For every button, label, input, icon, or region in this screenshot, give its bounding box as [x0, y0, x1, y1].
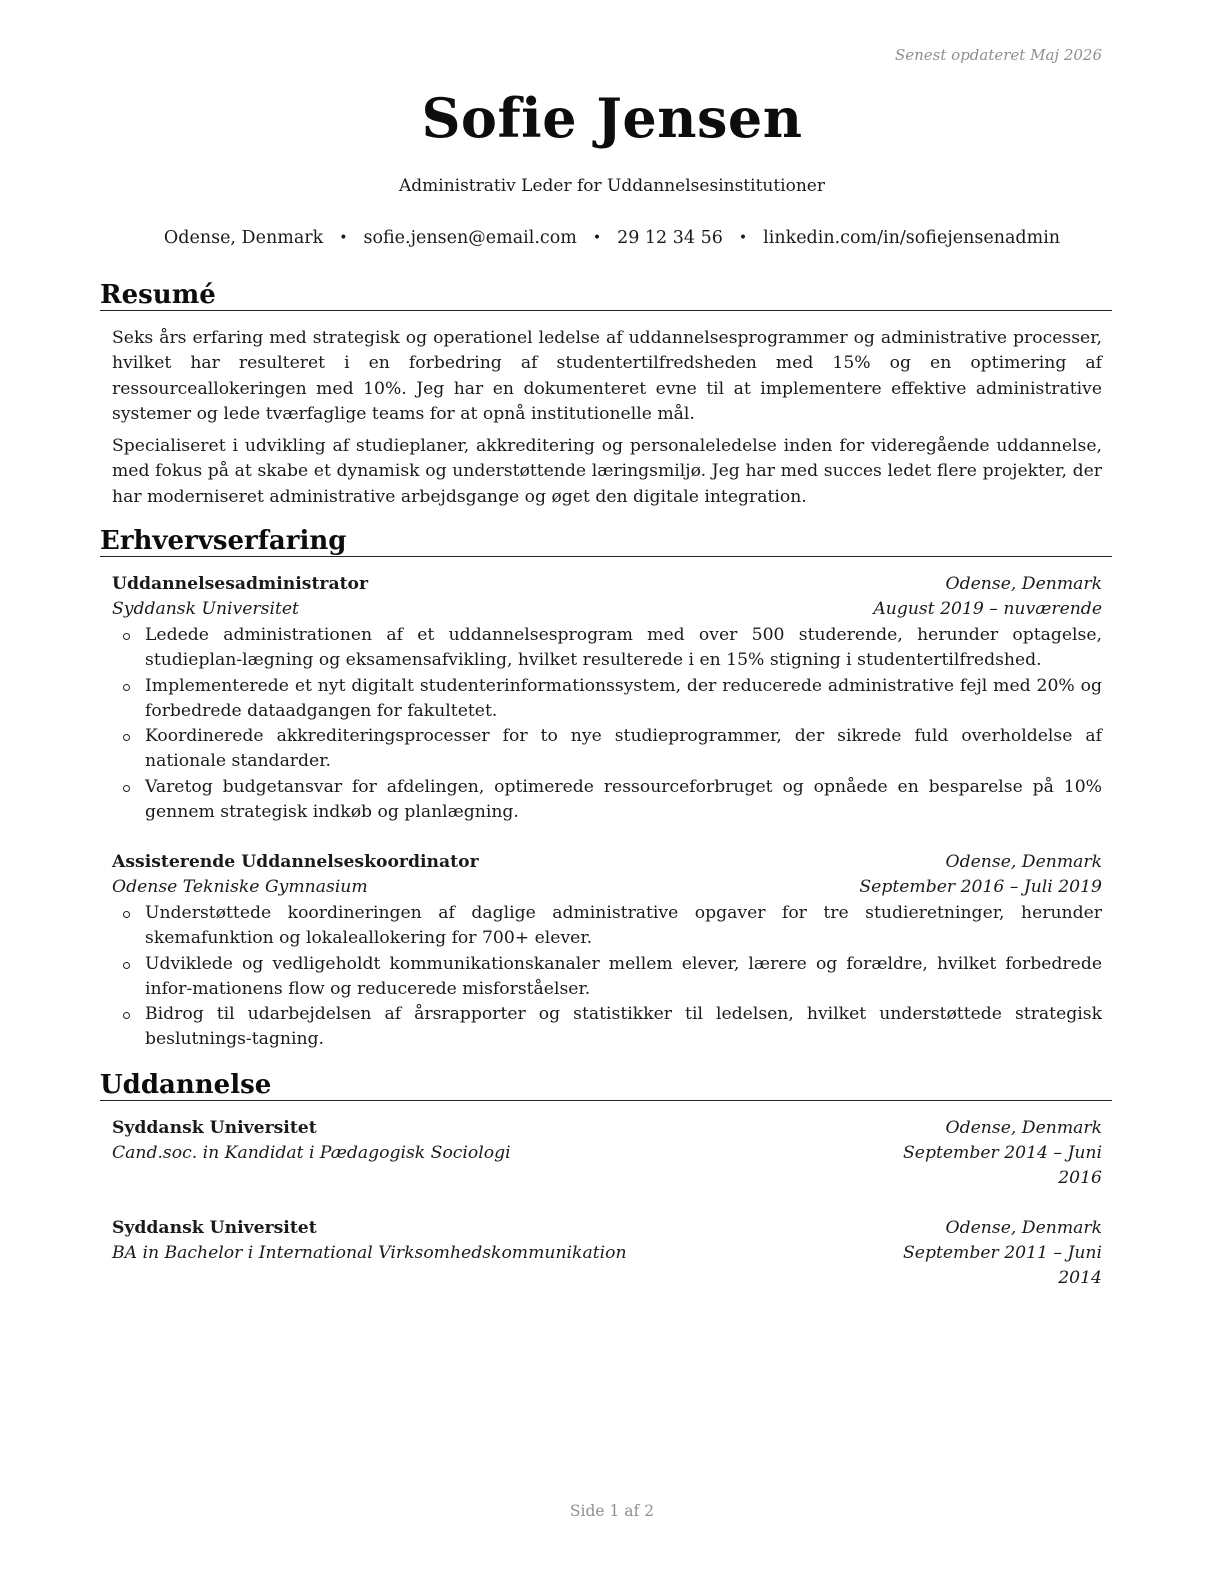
job-subheader [112, 597, 1102, 622]
education-dates: September 2014 – Juni 2016 [903, 1143, 1102, 1188]
bullet-text: Understøttede koordineringen af daglige administrative opgaver for tre studieretninger, herunder skemafunktion og lokaleallokering for 700+ elever. [145, 903, 1102, 949]
section-title-summary: Resumé [100, 280, 1112, 311]
bullet-separator: • [738, 230, 748, 246]
job-header [112, 572, 1102, 597]
bullet-icon [123, 962, 130, 969]
bullet-icon [123, 1012, 130, 1019]
summary-paragraph: Seks års erfaring med strategisk og operationel ledelse af uddannelsesprogrammer og administrative processer, hvilket har resulteret i en forbedring af studentertilfredsheden med 15% og en optimering af ressourceallokeringen med 10%. Jeg har en dokumenteret evne til at implementere effektive administrative systemer og lede tværfaglige teams for at opnå institutionelle mål. [112, 328, 1102, 424]
bullet-icon [123, 734, 130, 741]
contact-line [0, 228, 1224, 248]
education-location: Odense, Denmark [945, 1218, 1102, 1238]
education-header [112, 1116, 1102, 1141]
contact-linkedin[interactable]: linkedin.com/in/sofiejensenadmin [763, 228, 1061, 248]
summary-paragraph: Specialiseret i udvikling af studieplaner, akkreditering og personaleledelse inden for videregående uddannelse, med fokus på at skabe et dynamisk og understøttende læringsmiljø. Jeg har med succes ledet flere projekter, der har moderniseret administrative arbejdsgange og øget den digitale integration. [112, 436, 1102, 507]
bullet-icon [123, 911, 130, 918]
job-location: Odense, Denmark [945, 852, 1102, 872]
education-subheader [112, 1241, 1102, 1293]
contact-phone: 29 12 34 56 [617, 228, 723, 248]
education-school: Syddansk Universitet [112, 1118, 317, 1138]
bullet-separator: • [592, 230, 602, 246]
education-header [112, 1216, 1102, 1241]
bullet-icon [123, 684, 130, 691]
job-location: Odense, Denmark [945, 574, 1102, 594]
list-item [112, 674, 1102, 725]
job-dates: September 2016 – Juli 2019 [859, 877, 1102, 897]
bullet-text: Udviklede og vedligeholdt kommunikationskanaler mellem elever, lærere og forældre, hvilket forbedrede infor-mationens flow og reducerede misforståelser. [145, 953, 1102, 999]
contact-email[interactable]: sofie.jensen@email.com [363, 228, 577, 248]
bullet-icon [123, 633, 130, 640]
education-school: Syddansk Universitet [112, 1218, 317, 1238]
section-title-education: Uddannelse [100, 1070, 1112, 1101]
bullet-text: Koordinerede akkrediteringsprocesser for to nye studieprogrammer, der sikrede fuld overholdelse af nationale standarder. [145, 726, 1102, 772]
list-item [112, 724, 1102, 775]
education-location: Odense, Denmark [945, 1118, 1102, 1138]
bullet-text: Bidrog til udarbejdelsen af årsrapporter og statistikker til ledelsen, hvilket understøttede strategisk beslutnings-tagning. [145, 1004, 1102, 1050]
bullet-text: Implementerede et nyt digitalt studenterinformationssystem, der reducerede administrative fejl med 20% og forbedrede dataadgangen for fakultetet. [145, 675, 1102, 721]
list-item [112, 775, 1102, 826]
job-organization: Odense Tekniske Gymnasium [112, 877, 368, 897]
list-item [112, 952, 1102, 1003]
list-item [112, 901, 1102, 952]
bullet-icon [123, 785, 130, 792]
job-role: Uddannelsesadministrator [112, 574, 369, 594]
education-degree: BA in Bachelor i International Virksomhedskommunikation [112, 1243, 627, 1263]
list-item [112, 623, 1102, 674]
education-degree: Cand.soc. in Kandidat i Pædagogisk Sociologi [112, 1143, 511, 1163]
bullet-separator: • [339, 230, 348, 246]
contact-location: Odense, Denmark [163, 228, 324, 248]
list-item [112, 1002, 1102, 1053]
bullet-text: Ledede administrationen af et uddannelsesprogram med over 500 studerende, herunder optagelse, studieplan-lægning og eksamensafvikling, hvilket resulterede i en 15% stigning i studentertilfredshed. [145, 625, 1102, 671]
job-dates: August 2019 – nuværende [873, 599, 1102, 619]
job-organization: Syddansk Universitet [112, 599, 299, 619]
job-role: Assisterende Uddannelseskoordinator [112, 852, 479, 872]
candidate-name: Sofie Jensen [421, 86, 803, 150]
candidate-title: Administrativ Leder for Uddannelsesinstitutioner [398, 176, 825, 196]
job-bullet-list [112, 623, 1102, 825]
education-dates: September 2011 – Juni 2014 [903, 1243, 1102, 1288]
bullet-text: Varetog budgetansvar for afdelingen, optimerede ressourceforbruget og opnåede en besparelse på 10% gennem strategisk indkøb og planlægning. [145, 776, 1102, 823]
section-title-experience: Erhvervserfaring [100, 526, 1112, 557]
job-header [112, 850, 1102, 875]
job-bullet-list [112, 901, 1102, 1053]
page-number: Side 1 af 2 [569, 1502, 655, 1520]
job-subheader [112, 875, 1102, 900]
education-subheader [112, 1141, 1102, 1193]
last-updated: Senest opdateret Maj 2026 [894, 46, 1102, 64]
